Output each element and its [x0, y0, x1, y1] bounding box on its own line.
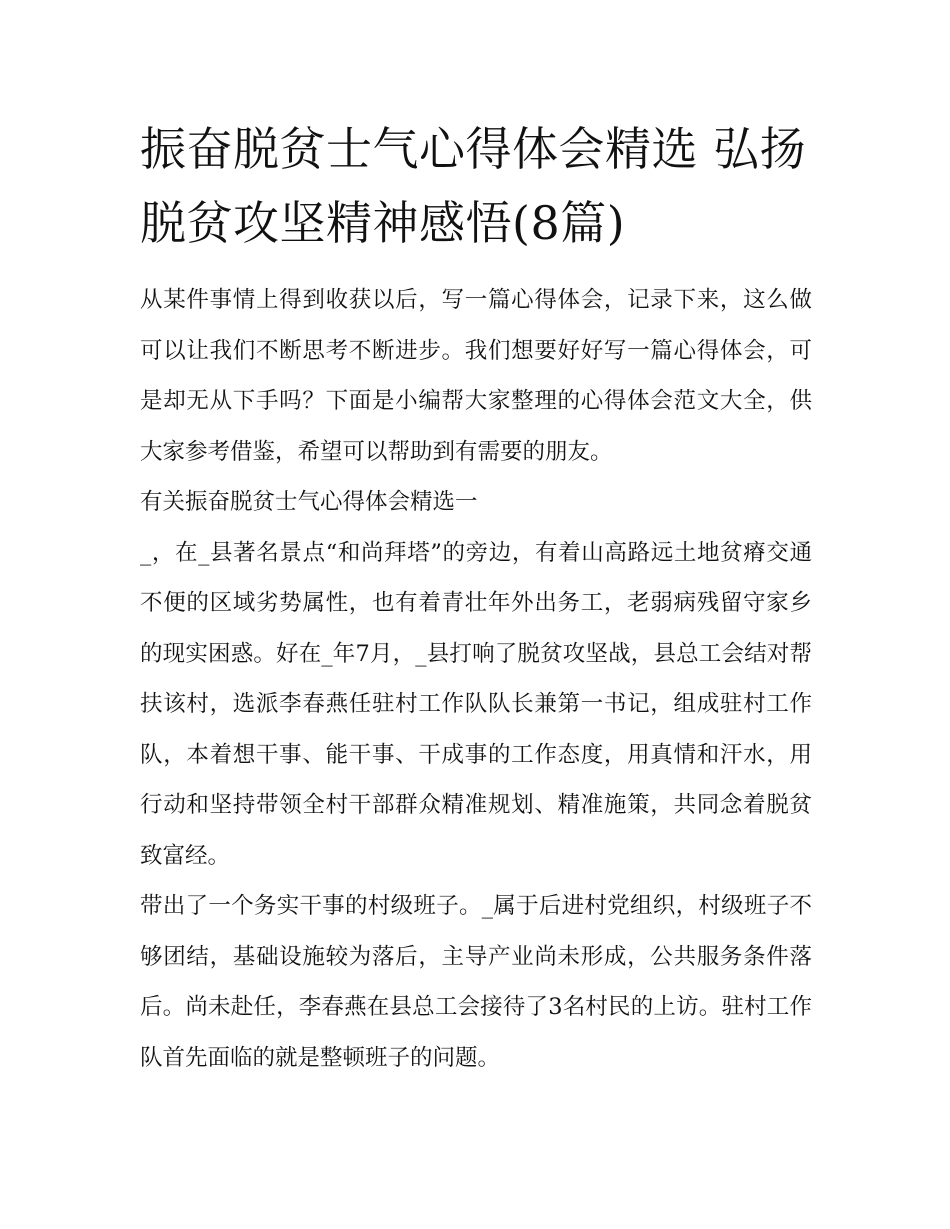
intro-paragraph: 从某件事情上得到收获以后，写一篇心得体会，记录下来，这么做可以让我们不断思考不断进步。我们想要好好写一篇心得体会，可是却无从下手吗？下面是小编帮大家整理的心得体会范文大全，供大家参考借鉴，希望可以帮助到有需要的朋友。: [140, 287, 812, 465]
document-title: 振奋脱贫士气心得体会精选 弘扬脱贫攻坚精神感悟(8篇): [140, 122, 807, 250]
body-paragraph: 带出了一个务实干事的村级班子。_属于后进村党组织，村级班子不够团结，基础设施较为落后，主导产业尚未形成，公共服务条件落后。尚未赴任，李春燕在县总工会接待了3名村民的上访。驻村工作队首先面临的就是整顿班子的问题。: [140, 893, 812, 1071]
section-heading: 有关振奋脱贫士气心得体会精选一: [140, 489, 478, 515]
document-body: [140, 275, 812, 1083]
body-paragraph: _，在_县著名景点“和尚拜塔”的旁边，有着山高路远土地贫瘠交通不便的区域劣势属性，也有着青壮年外出务工，老弱病残留守家乡的现实困惑。好在_年7月，_县打响了脱贫攻坚战，县总工会结对帮扶该村，选派李春燕任驻村工作队队长兼第一书记，组成驻村工作队，本着想干事、能干事、干成事的工作态度，用真情和汗水，用行动和坚持带领全村干部群众精准规划、精准施策，共同念着脱贫致富经。: [140, 539, 812, 869]
